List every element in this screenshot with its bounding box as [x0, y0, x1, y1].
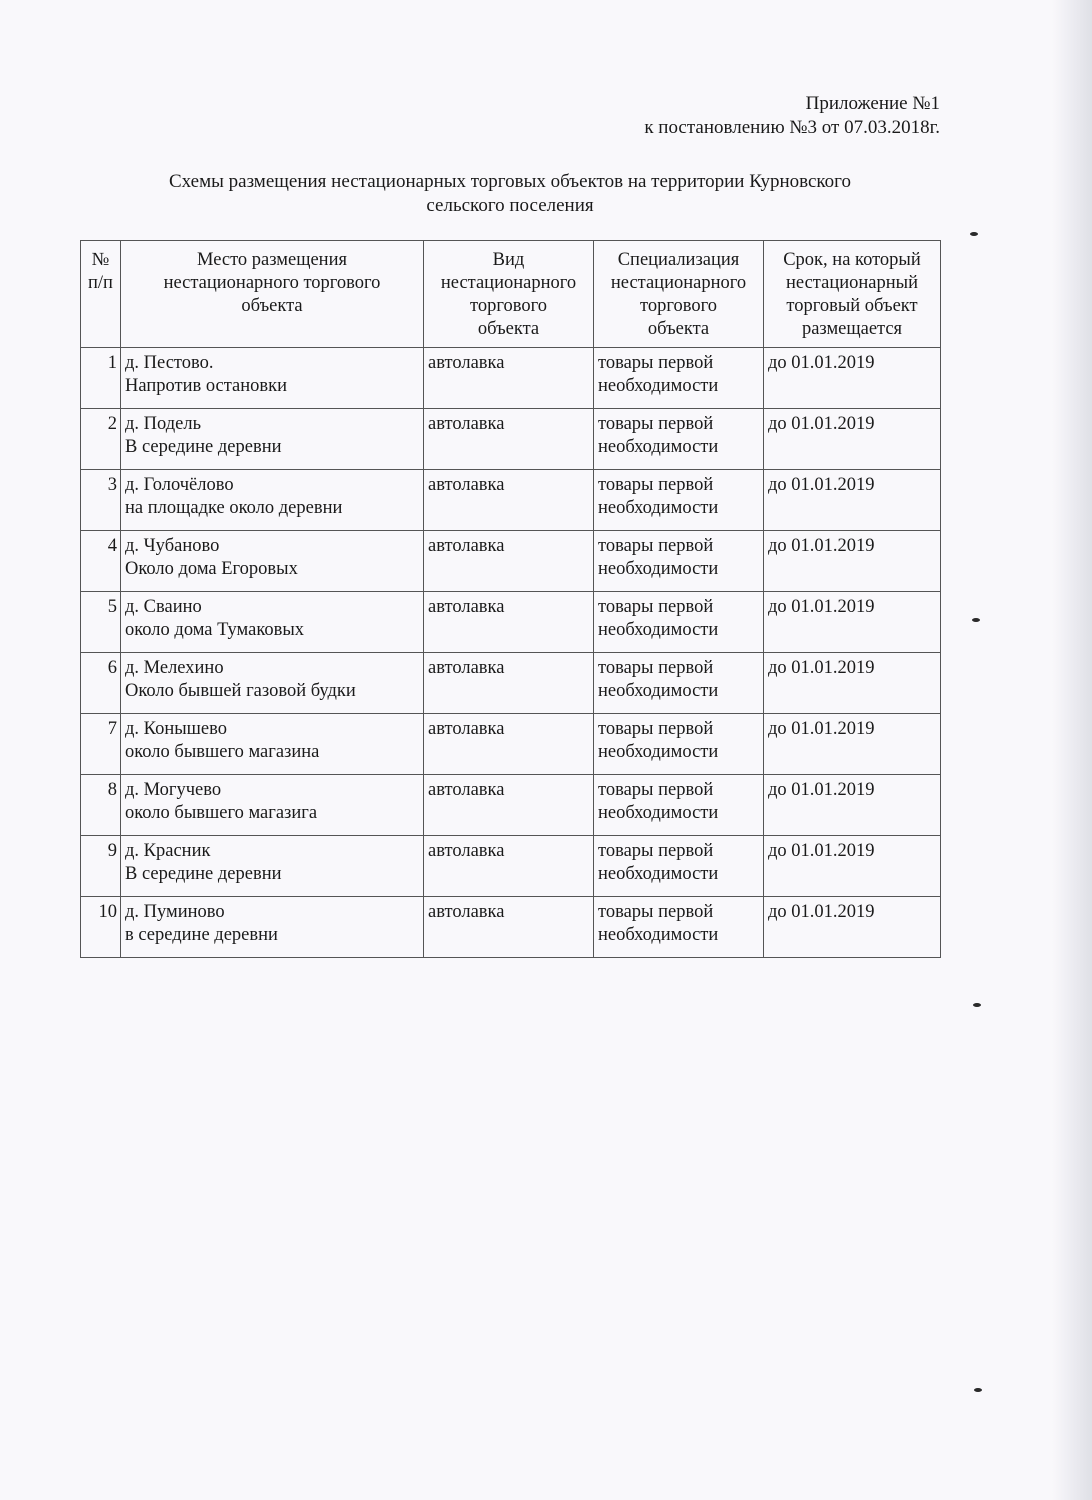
- table-row: [81, 348, 941, 409]
- row-type: автолавка: [424, 775, 594, 836]
- row-number: 8: [81, 775, 121, 836]
- row-place: д. Мелехино Около бывшей газовой будки: [121, 653, 424, 714]
- row-type: автолавка: [424, 592, 594, 653]
- row-type: автолавка: [424, 836, 594, 897]
- row-specialization: товары первой необходимости: [594, 775, 764, 836]
- row-place: д. Сваино около дома Тумаковых: [121, 592, 424, 653]
- row-number: 3: [81, 470, 121, 531]
- row-place: д. Могучево около бывшего магазига: [121, 775, 424, 836]
- row-term: до 01.01.2019: [764, 531, 941, 592]
- row-number: 6: [81, 653, 121, 714]
- row-number: 5: [81, 592, 121, 653]
- punch-mark: [973, 1003, 981, 1007]
- row-term: до 01.01.2019: [764, 470, 941, 531]
- punch-mark: [974, 1388, 982, 1392]
- row-specialization: товары первой необходимости: [594, 836, 764, 897]
- row-specialization: товары первой необходимости: [594, 897, 764, 958]
- punch-mark: [972, 618, 980, 622]
- row-place: д. Голочёлово на площадке около деревни: [121, 470, 424, 531]
- row-term: до 01.01.2019: [764, 592, 941, 653]
- table-row: [81, 531, 941, 592]
- row-type: автолавка: [424, 409, 594, 470]
- row-number: 7: [81, 714, 121, 775]
- document-title: [90, 170, 930, 218]
- row-term: до 01.01.2019: [764, 836, 941, 897]
- row-specialization: товары первой необходимости: [594, 409, 764, 470]
- table-row: [81, 897, 941, 958]
- row-term: до 01.01.2019: [764, 897, 941, 958]
- row-place: д. Конышево около бывшего магазина: [121, 714, 424, 775]
- row-type: автолавка: [424, 653, 594, 714]
- table-row: [81, 653, 941, 714]
- table-header-row: [81, 241, 941, 348]
- row-number: 9: [81, 836, 121, 897]
- appendix-number: Приложение №1: [805, 93, 940, 114]
- document-title-line-2: сельского поселения: [426, 195, 594, 216]
- document-title-line-1: Схемы размещения нестационарных торговых объектов на территории Курновского: [168, 171, 852, 192]
- table-row: [81, 836, 941, 897]
- row-place: д. Пестово. Напротив остановки: [121, 348, 424, 409]
- row-specialization: товары первой необходимости: [594, 470, 764, 531]
- header-place: Место размещения нестационарного торгового объекта: [121, 241, 424, 348]
- table-row: [81, 470, 941, 531]
- appendix-resolution-ref: к постановлению №3 от 07.03.2018г.: [644, 117, 940, 138]
- row-number: 10: [81, 897, 121, 958]
- row-term: до 01.01.2019: [764, 775, 941, 836]
- placement-table: [80, 240, 941, 958]
- header-specialization: Специализация нестационарного торгового объекта: [594, 241, 764, 348]
- header-type: Вид нестационарного торгового объекта: [424, 241, 594, 348]
- row-number: 1: [81, 348, 121, 409]
- appendix-header: [644, 92, 940, 140]
- table-row: [81, 592, 941, 653]
- row-specialization: товары первой необходимости: [594, 348, 764, 409]
- table-header: [81, 241, 941, 348]
- row-specialization: товары первой необходимости: [594, 653, 764, 714]
- row-specialization: товары первой необходимости: [594, 714, 764, 775]
- row-type: автолавка: [424, 470, 594, 531]
- row-number: 4: [81, 531, 121, 592]
- row-place: д. Чубаново Около дома Егоровых: [121, 531, 424, 592]
- table-body: [81, 348, 941, 958]
- row-type: автолавка: [424, 714, 594, 775]
- row-type: автолавка: [424, 531, 594, 592]
- row-place: д. Подель В середине деревни: [121, 409, 424, 470]
- row-place: д. Красник В середине деревни: [121, 836, 424, 897]
- table-row: [81, 775, 941, 836]
- table-row: [81, 714, 941, 775]
- row-type: автолавка: [424, 897, 594, 958]
- row-type: автолавка: [424, 348, 594, 409]
- punch-mark: [970, 232, 978, 236]
- row-specialization: товары первой необходимости: [594, 531, 764, 592]
- table-row: [81, 409, 941, 470]
- row-number: 2: [81, 409, 121, 470]
- row-term: до 01.01.2019: [764, 409, 941, 470]
- row-place: д. Пуминово в середине деревни: [121, 897, 424, 958]
- row-specialization: товары первой необходимости: [594, 592, 764, 653]
- row-term: до 01.01.2019: [764, 714, 941, 775]
- page-edge-shadow: [1052, 0, 1092, 1500]
- row-term: до 01.01.2019: [764, 653, 941, 714]
- row-term: до 01.01.2019: [764, 348, 941, 409]
- header-term: Срок, на который нестационарный торговый объект размещается: [764, 241, 941, 348]
- header-number: № п/п: [81, 241, 121, 348]
